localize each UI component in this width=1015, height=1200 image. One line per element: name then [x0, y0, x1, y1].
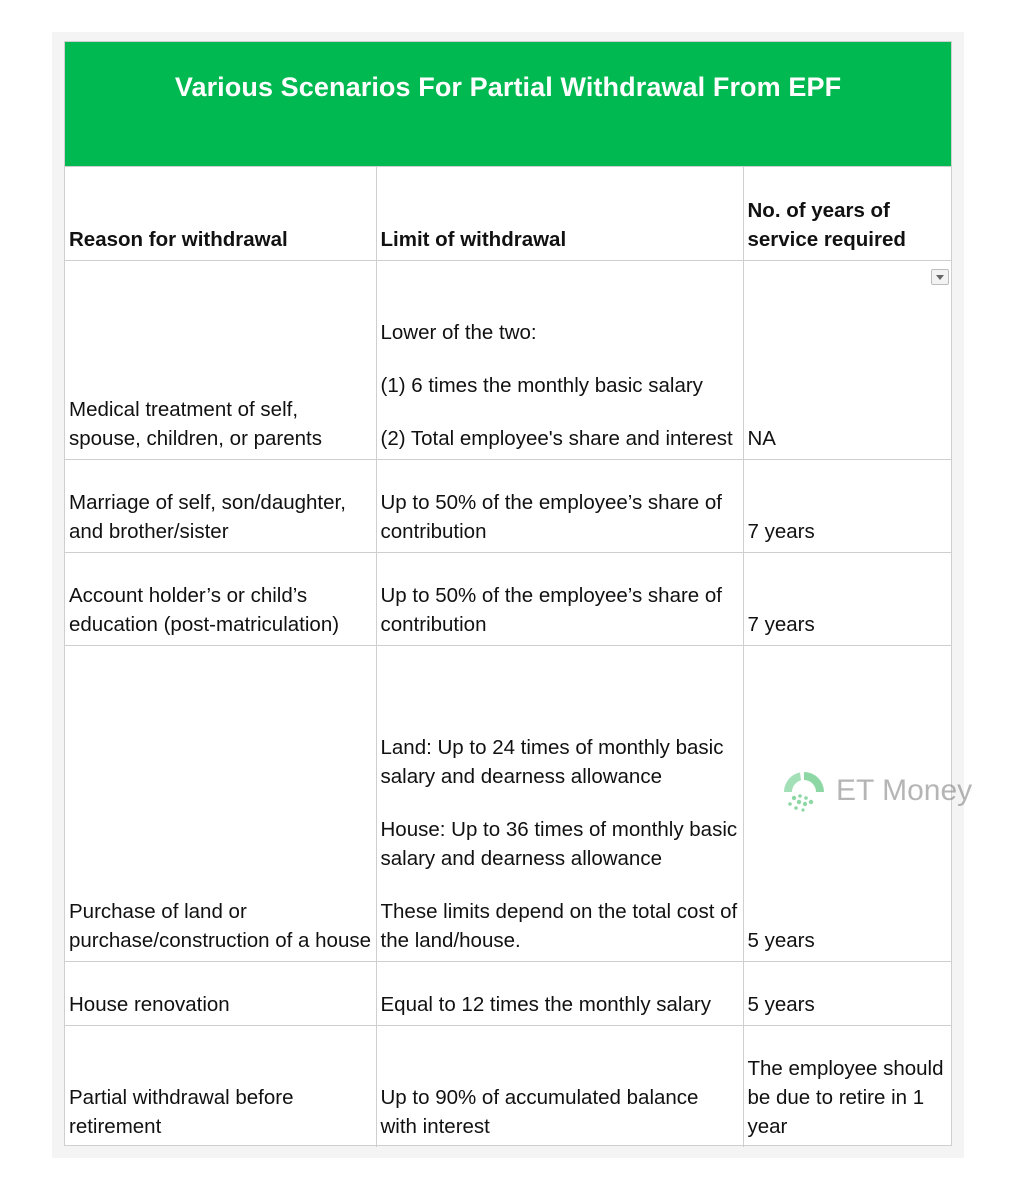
- table-row: [65, 1026, 951, 1147]
- watermark-text: ET Money: [836, 774, 973, 807]
- limit-cell[interactable]: [376, 553, 743, 646]
- limit-text: Up to 50% of the employee’s share of contribution: [380, 491, 722, 543]
- limit-cell[interactable]: [376, 646, 743, 962]
- reason-cell[interactable]: Marriage of self, son/daughter, and brother/sister: [65, 460, 376, 553]
- limit-text: House: Up to 36 times of monthly basic salary and dearness allowance: [380, 818, 738, 870]
- limit-cell[interactable]: [376, 1026, 743, 1147]
- dropdown-arrow-icon[interactable]: [931, 269, 949, 285]
- reason-cell[interactable]: Purchase of land or purchase/construction of a house: [65, 646, 376, 962]
- limit-cell[interactable]: [376, 962, 743, 1026]
- limit-text: Lower of the two:: [380, 321, 537, 344]
- title-bar: [65, 42, 951, 166]
- years-cell[interactable]: 7 years: [743, 553, 951, 646]
- table-row: [65, 962, 951, 1026]
- limit-text: (1) 6 times the monthly basic salary: [380, 374, 703, 397]
- years-text: NA: [747, 427, 776, 450]
- limit-text: Up to 90% of accumulated balance with interest: [380, 1085, 699, 1138]
- header-years[interactable]: No. of years of service required: [743, 167, 951, 261]
- reason-cell[interactable]: Medical treatment of self, spouse, children, or parents: [65, 261, 376, 460]
- table-row: [65, 553, 951, 646]
- years-cell[interactable]: 5 years: [743, 962, 951, 1026]
- header-row: [65, 167, 951, 261]
- years-cell[interactable]: [743, 261, 951, 460]
- table-row: [65, 261, 951, 460]
- reason-cell[interactable]: Partial withdrawal before retirement: [65, 1026, 376, 1147]
- years-cell[interactable]: 5 years: [743, 646, 951, 962]
- et-money-logo-icon: [780, 768, 828, 816]
- limit-cell[interactable]: [376, 261, 743, 460]
- header-reason[interactable]: Reason for withdrawal: [65, 167, 376, 261]
- limit-text: These limits depend on the total cost of the land/house.: [380, 900, 738, 952]
- limit-text: Equal to 12 times the monthly salary: [380, 993, 711, 1016]
- years-cell[interactable]: 7 years: [743, 460, 951, 553]
- table-title: Various Scenarios For Partial Withdrawal From EPF: [174, 72, 842, 102]
- limit-text: (2) Total employee's share and interest: [380, 427, 733, 450]
- limit-cell[interactable]: [376, 460, 743, 553]
- reason-cell[interactable]: Account holder’s or child’s education (post-matriculation): [65, 553, 376, 646]
- years-cell[interactable]: The employee should be due to retire in 1 year: [743, 1026, 951, 1147]
- table-row: [65, 460, 951, 553]
- et-money-watermark: [780, 768, 990, 816]
- epf-withdrawal-table: [64, 41, 952, 1146]
- withdrawal-grid: [65, 166, 951, 1147]
- limit-text: Up to 50% of the employee’s share of contribution: [380, 584, 722, 636]
- reason-cell[interactable]: House renovation: [65, 962, 376, 1026]
- limit-text: Land: Up to 24 times of monthly basic salary and dearness allowance: [380, 736, 724, 788]
- header-limit[interactable]: Limit of withdrawal: [376, 167, 743, 261]
